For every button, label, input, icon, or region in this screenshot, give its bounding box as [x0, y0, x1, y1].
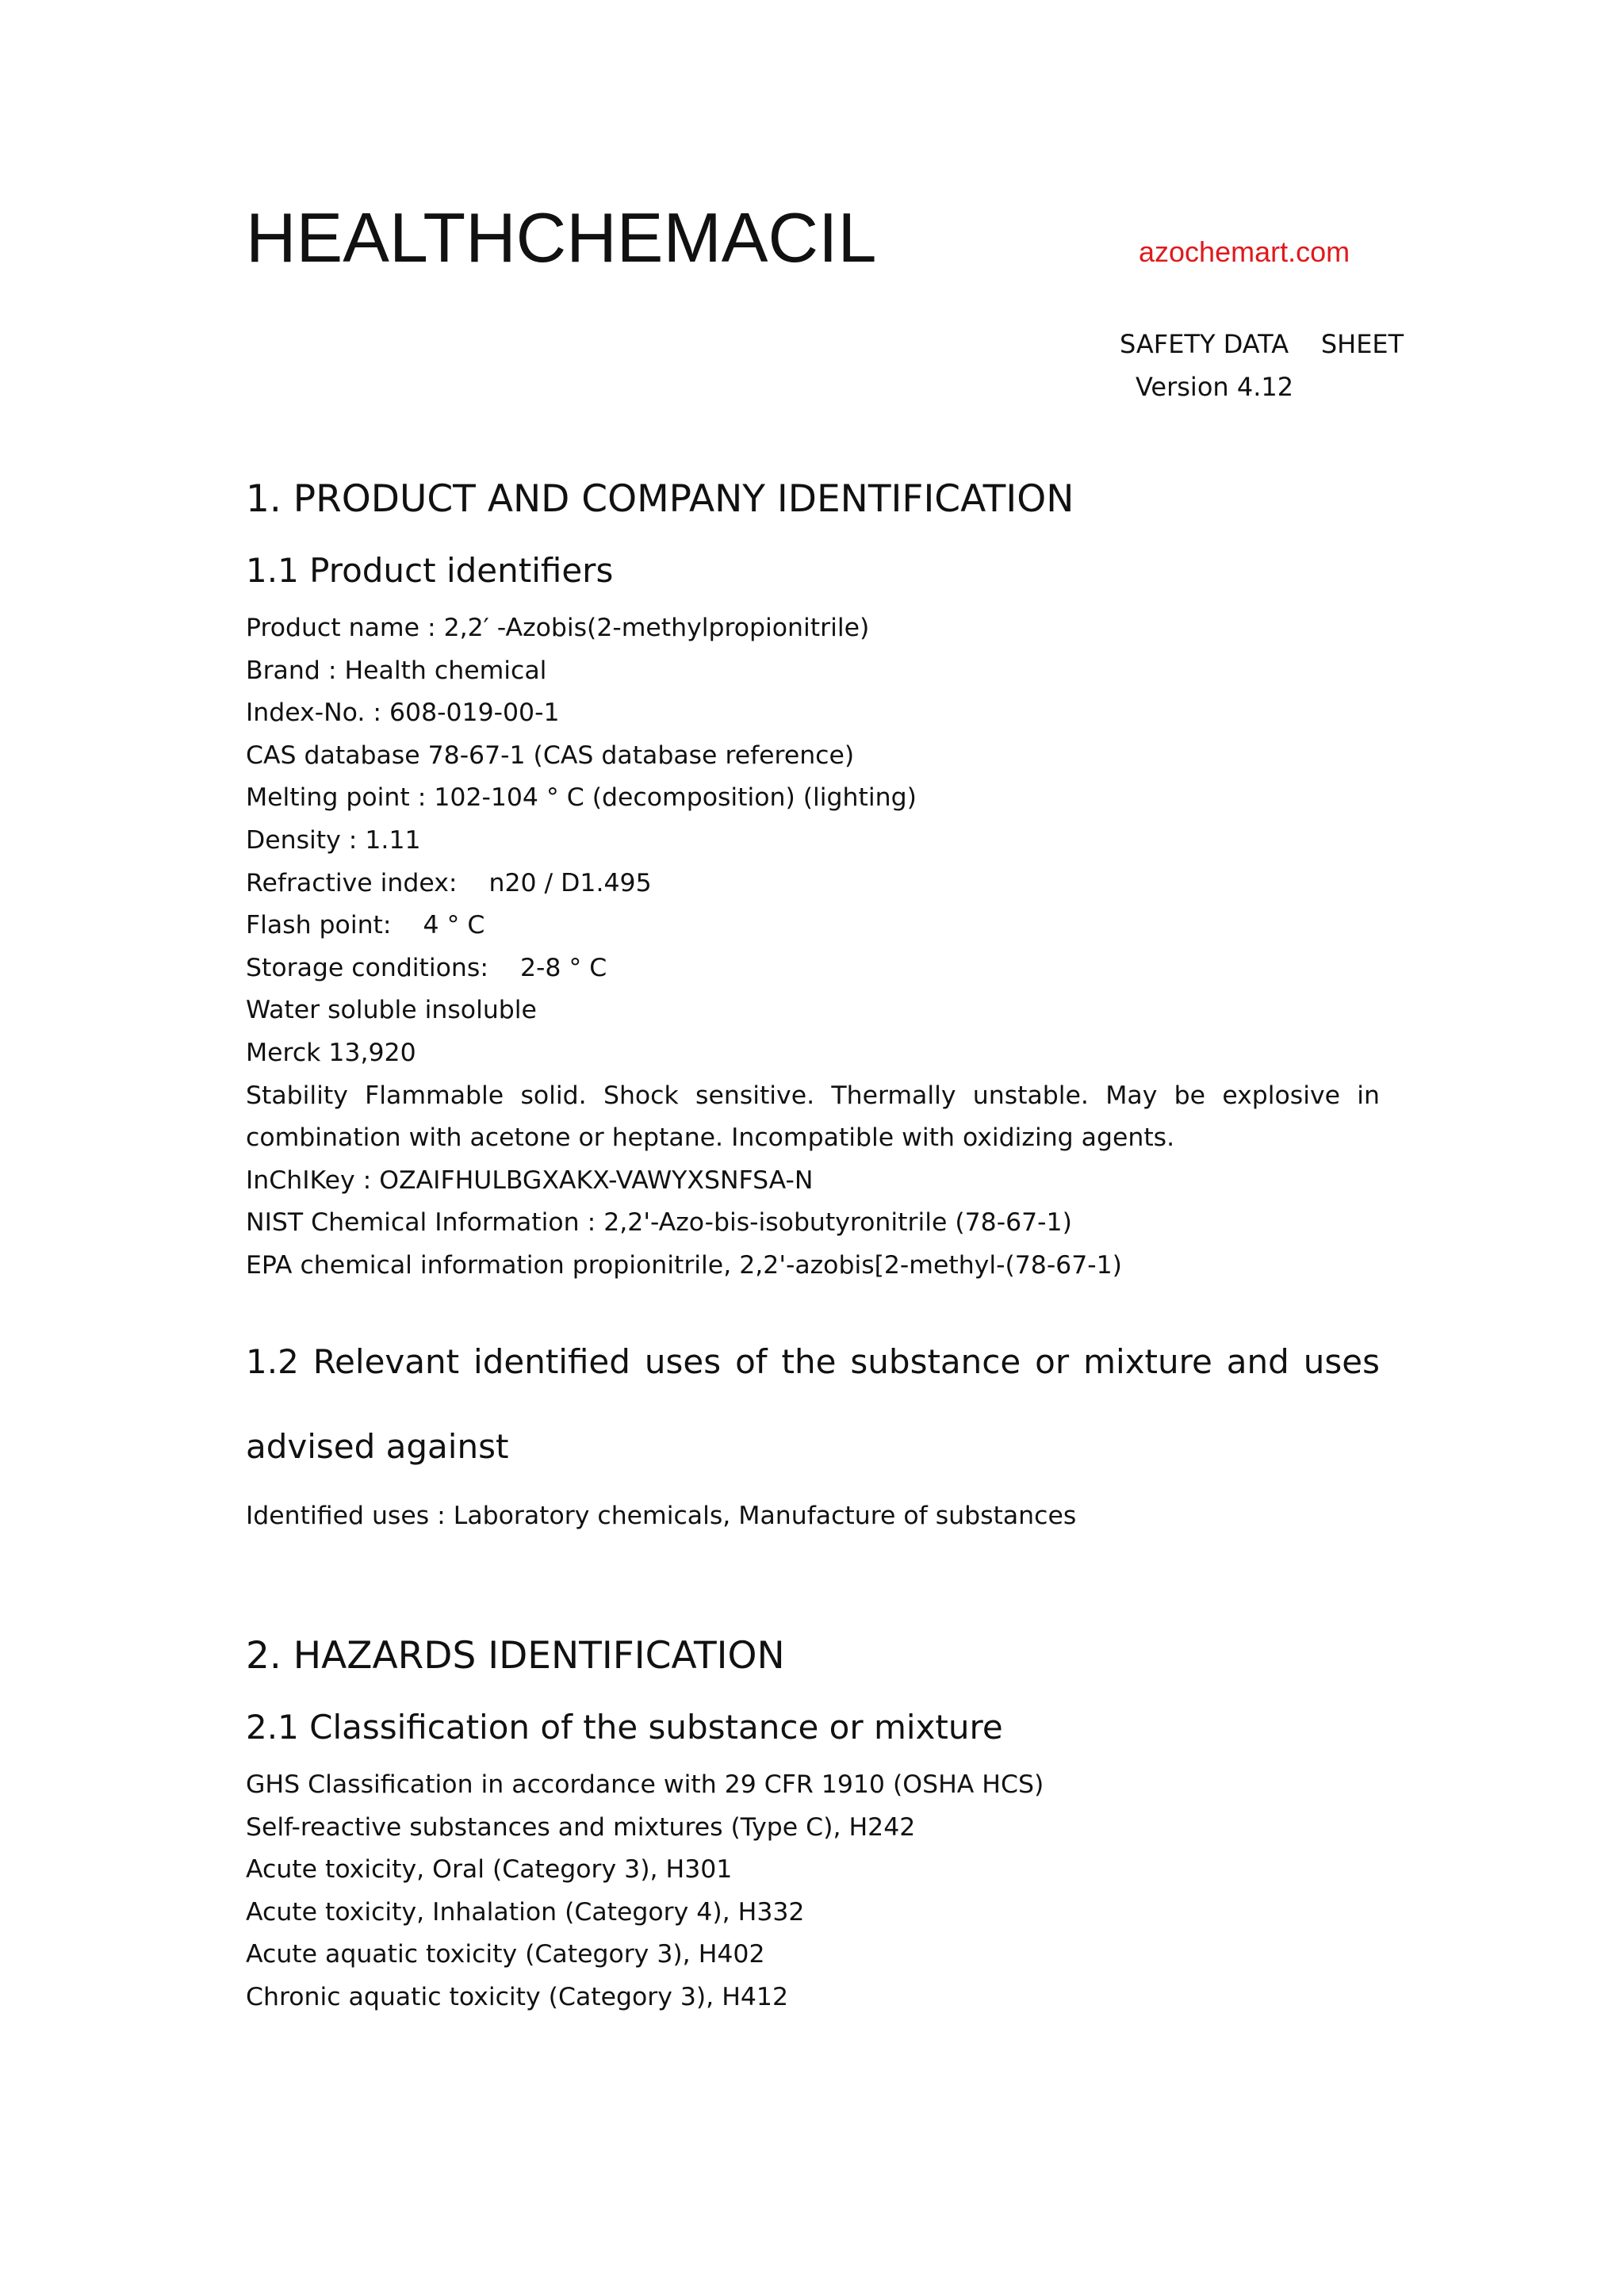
identified-uses: Identified uses : Laboratory chemicals, Manufacture of substances	[246, 1501, 1077, 1530]
hazard-inhalation-toxicity: Acute toxicity, Inhalation (Category 4), H332	[246, 1897, 805, 1927]
nist-info: NIST Chemical Information : 2,2'-Azo-bis-isobutyronitrile (78-67-1)	[246, 1208, 1072, 1238]
inchikey: InChIKey : OZAIFHULBGXAKX-VAWYXSNFSA-N	[246, 1165, 814, 1195]
subsection-2-1-heading: 2.1 Classification of the substance or mixture	[246, 1708, 1003, 1747]
cas-number: CAS database 78-67-1 (CAS database reference)	[246, 740, 855, 770]
brand: Brand : Health chemical	[246, 656, 547, 685]
section-spacer	[246, 1537, 1380, 1617]
ghs-classification: GHS Classification in accordance with 29 CFR 1910 (OSHA HCS)	[246, 1770, 1044, 1800]
section-2-heading: 2. HAZARDS IDENTIFICATION	[246, 1634, 785, 1678]
water-solubility: Water soluble insoluble	[246, 996, 537, 1025]
flash-point: Flash point: 4 ° C	[246, 911, 485, 940]
epa-info: EPA chemical information propionitrile, 2,2'-azobis[2-methyl-(78-67-1)	[246, 1250, 1122, 1280]
subsection-1-2-heading: 1.2 Relevant identified uses of the substance or mixture and uses advised against	[246, 1341, 1380, 1466]
product-identifiers-list	[246, 607, 1380, 1288]
section-1-heading: 1. PRODUCT AND COMPANY IDENTIFICATION	[246, 477, 1074, 521]
index-number: Index-No. : 608-019-00-1	[246, 698, 560, 728]
density: Density : 1.11	[246, 825, 421, 855]
document-body	[246, 460, 1380, 2019]
classification-list	[246, 1764, 1380, 2019]
document-version: Version 4.12	[1136, 372, 1294, 402]
website-link[interactable]: azochemart.com	[1139, 235, 1350, 268]
hazard-oral-toxicity: Acute toxicity, Oral (Category 3), H301	[246, 1855, 733, 1885]
subsection-1-1-heading: 1.1 Product identifiers	[246, 551, 614, 590]
document-title: SAFETY DATA SHEET	[1120, 329, 1404, 359]
company-name: HEALTHCHEMACIL	[246, 198, 877, 277]
melting-point: Melting point : 102-104 ° C (decomposition) (lighting)	[246, 783, 917, 813]
hazard-chronic-aquatic: Chronic aquatic toxicity (Category 3), H412	[246, 1983, 789, 2012]
merck-number: Merck 13,920	[246, 1038, 416, 1067]
storage-conditions: Storage conditions: 2-8 ° C	[246, 953, 607, 982]
hazard-acute-aquatic: Acute aquatic toxicity (Category 3), H402	[246, 1940, 765, 1969]
stability-text: Stability Flammable solid. Shock sensitive. Thermally unstable. May be explosive in combination with acetone or heptane. Incompatible with oxidizing agents.	[246, 1081, 1380, 1153]
product-name: Product name : 2,2′ -Azobis(2-methylpropionitrile)	[246, 614, 870, 642]
hazard-self-reactive: Self-reactive substances and mixtures (Type C), H242	[246, 1812, 916, 1842]
refractive-index: Refractive index: n20 / D1.495	[246, 868, 652, 897]
